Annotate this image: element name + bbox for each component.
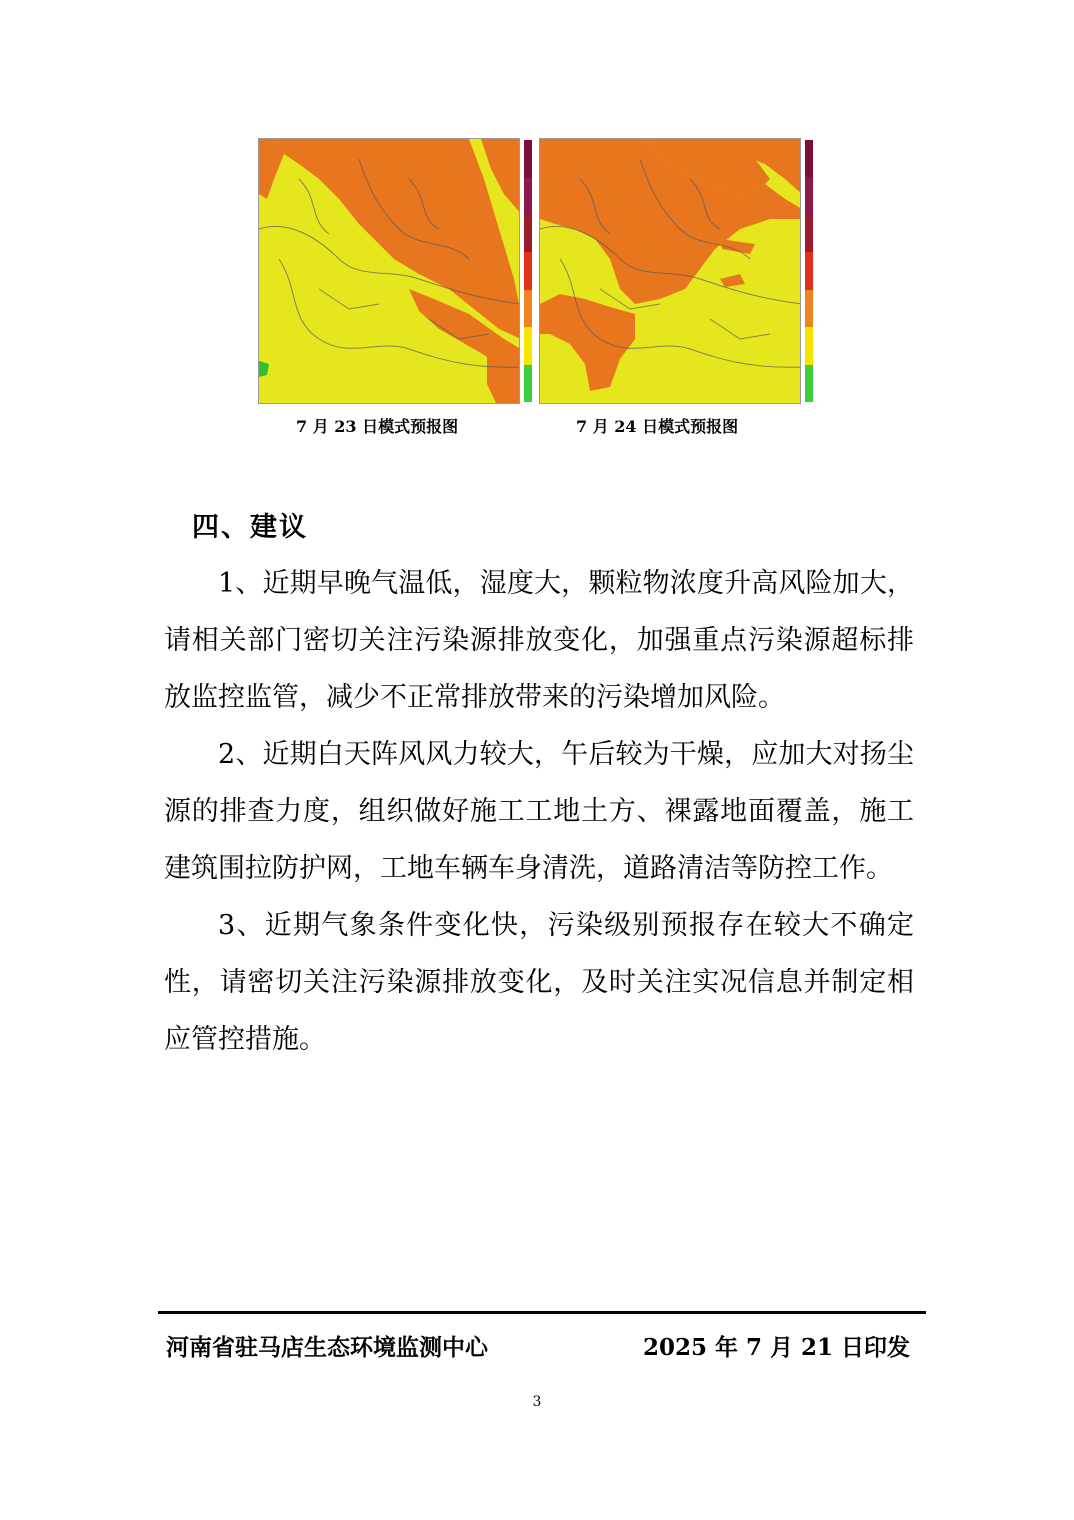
legend-level-1 [524,365,532,402]
legend-level-5b [805,215,813,252]
legend-level-1 [805,365,813,402]
paragraph-text: 2、近期白天阵风风力较大，午后较为干燥，应加大对扬尘源的排查力度，组织做好施工工地土方、裸露地面覆盖，施工建筑围拉防护网，工地车辆车身清洗，道路清洁等防控工作。 [164,739,914,884]
legend-level-3 [805,290,813,327]
issuer-name: 河南省驻马店生态环境监测中心 [166,1334,488,1361]
forecast-map-0723 [258,138,534,404]
issue-date: 2025 年 7 月 21 日印发 [642,1334,910,1361]
legend-level-2 [524,327,532,364]
legend-level-3 [524,290,532,327]
paragraph-text: 3、近期气象条件变化快，污染级别预报存在较大不确定性，请密切关注污染源排放变化，及时关注实况信息并制定相应管控措施。 [164,910,914,1055]
paragraph-text: 1、近期早晚气温低，湿度大，颗粒物浓度升高风险加大，请相关部门密切关注污染源排放变化，加强重点污染源超标排放监控监管，减少不正常排放带来的污染增加风险。 [164,568,914,713]
recommendation-paragraph-1 [164,555,914,726]
pollution-map-graphic [540,139,801,404]
pollution-map-graphic [259,139,520,404]
recommendation-paragraph-2 [164,726,914,897]
map-caption-0723: 7 月 23 日模式预报图 [296,417,459,436]
legend-level-4 [805,252,813,289]
forecast-maps [258,138,818,408]
legend-color-bar [524,140,532,402]
forecast-map-0724 [539,138,815,404]
legend-level-5 [805,177,813,214]
legend-color-bar [805,140,813,402]
footer-divider [158,1311,926,1314]
map-image [258,138,520,404]
page-number: 3 [532,1394,542,1410]
legend-level-5b [524,215,532,252]
legend-level-5 [524,177,532,214]
legend-level-4 [524,252,532,289]
legend-level-6 [805,140,813,177]
map-image [539,138,801,404]
legend-level-6 [524,140,532,177]
map-caption-0724: 7 月 24 日模式预报图 [576,417,739,436]
recommendation-paragraph-3 [164,897,914,1068]
section-heading: 四、建议 [192,512,308,543]
legend-level-2 [805,327,813,364]
